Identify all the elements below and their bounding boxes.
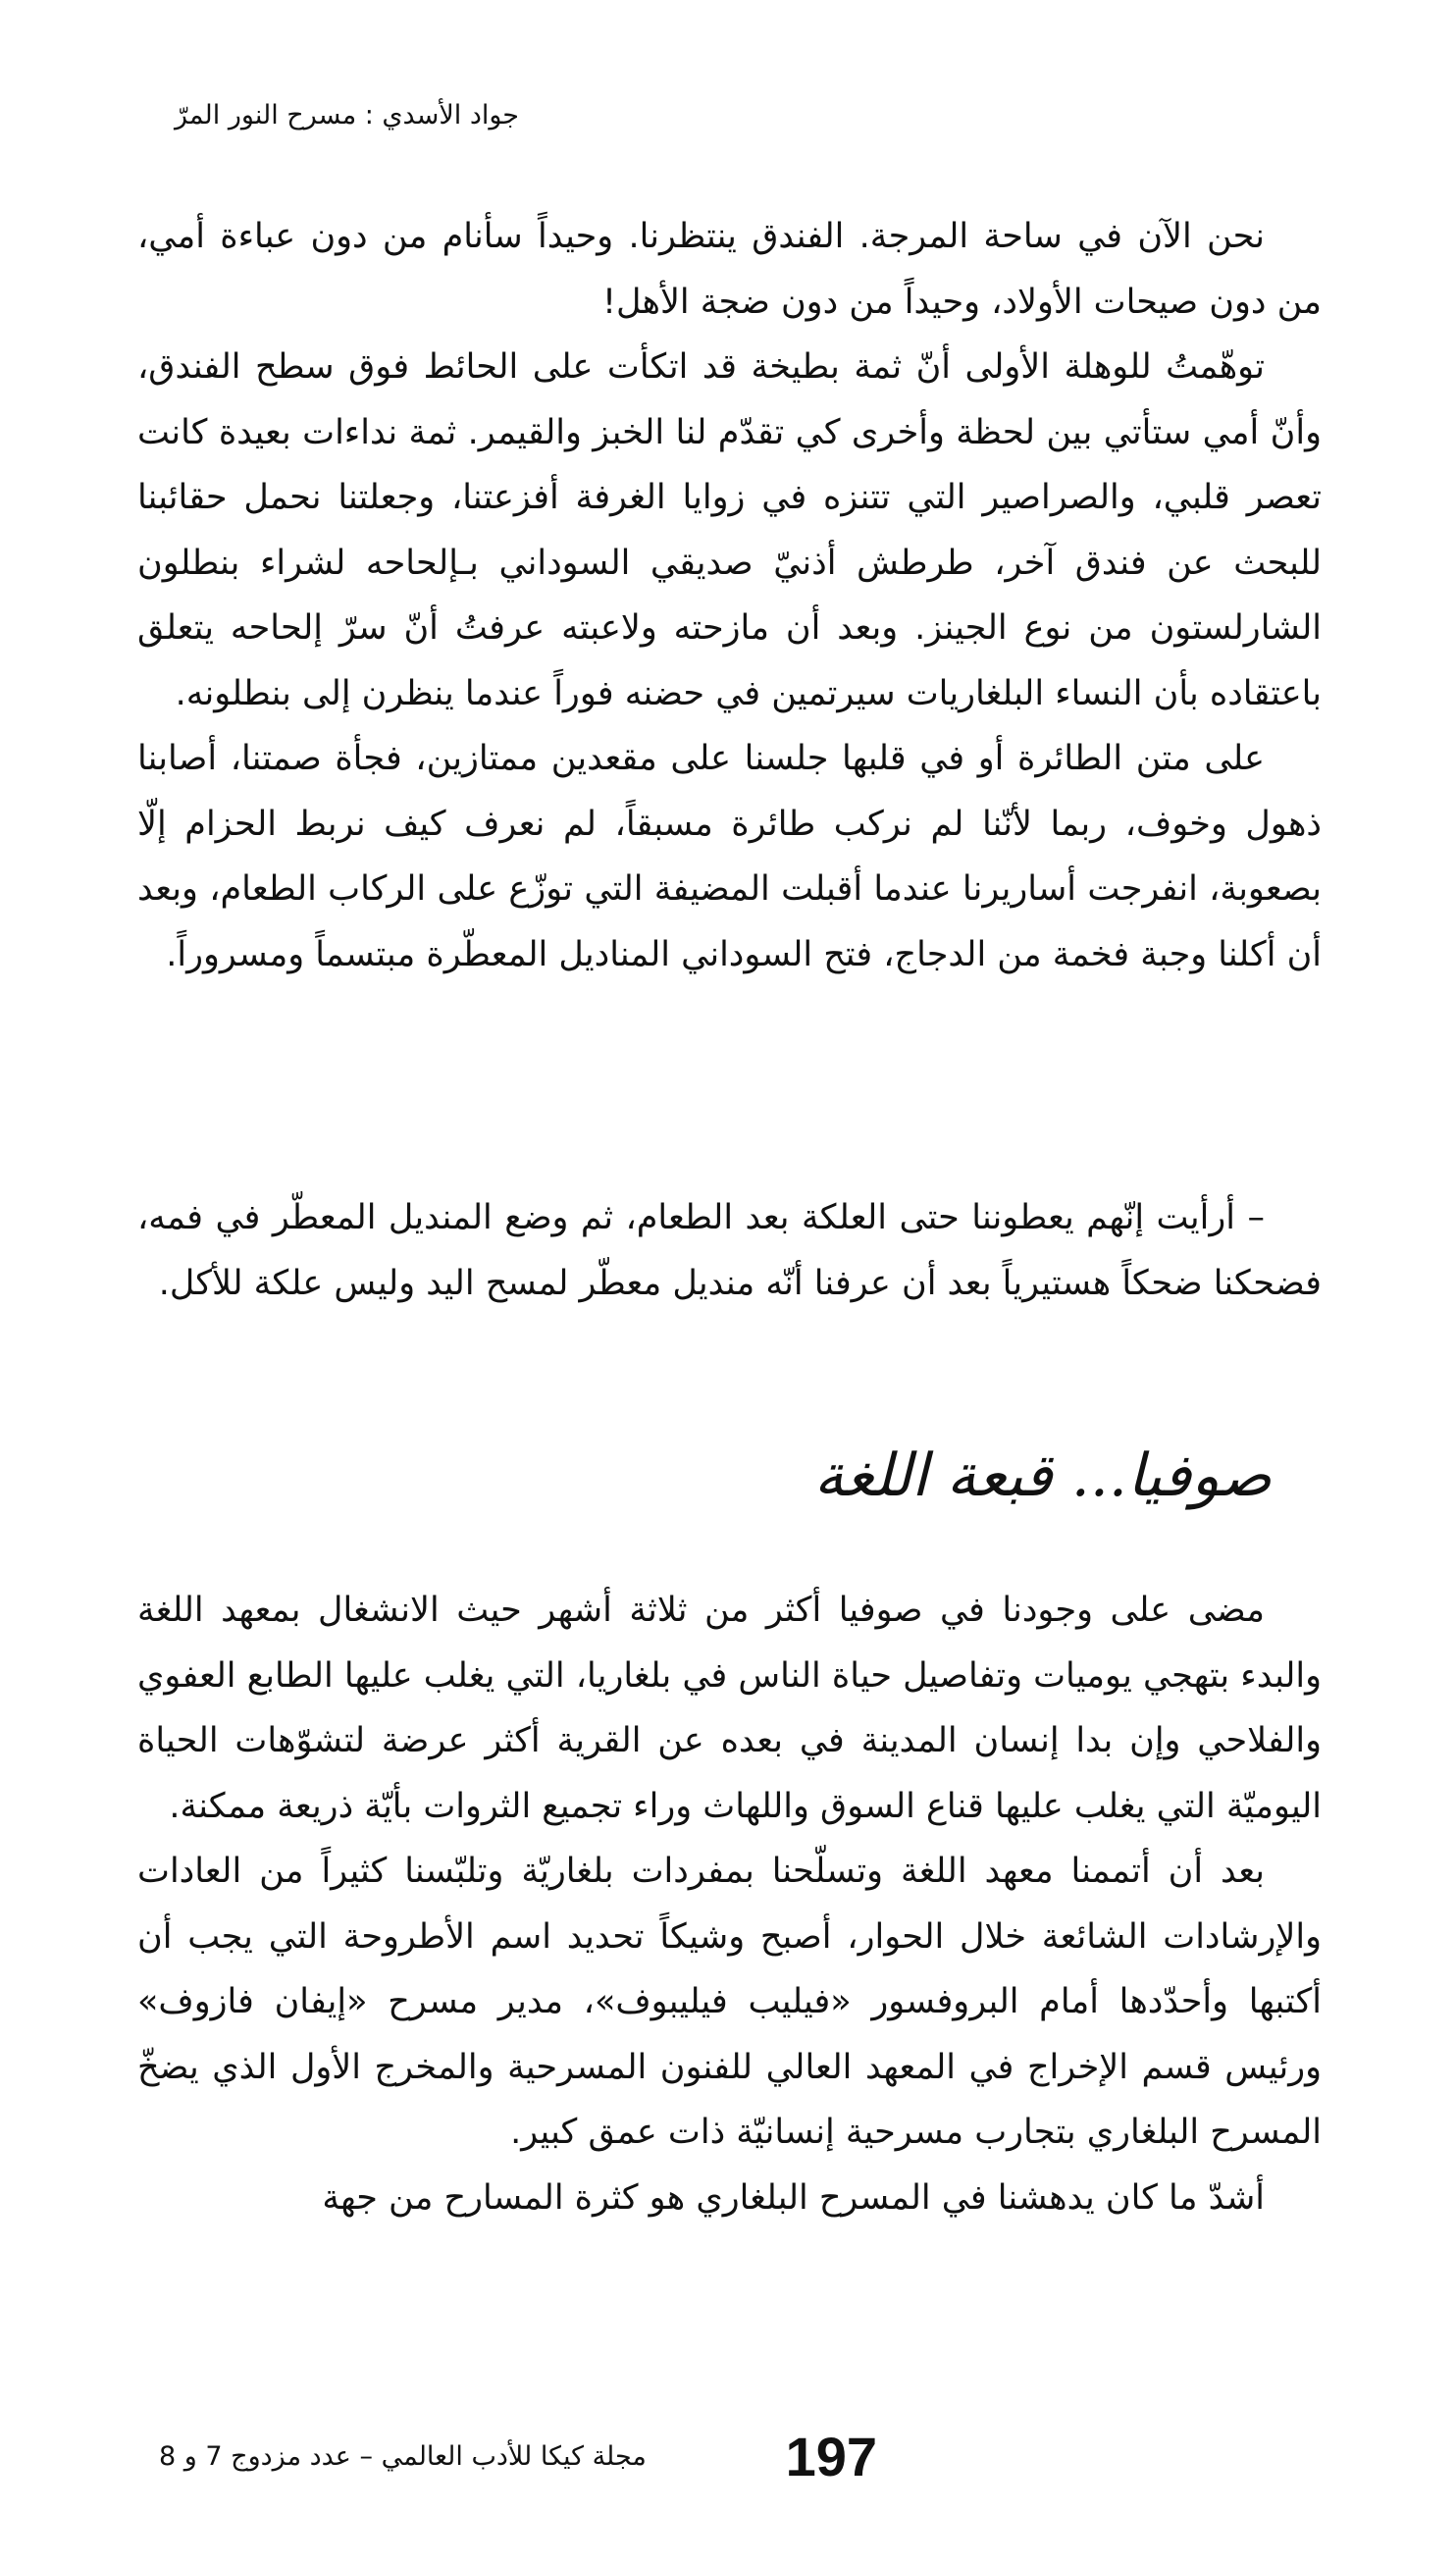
section-heading: صوفيا... قبعة اللغة <box>813 1441 1272 1510</box>
running-header: جواد الأسدي : مسرح النور المرّ <box>175 100 519 131</box>
page-footer <box>159 2428 877 2486</box>
paragraph: على متن الطائرة أو في قلبها جلسنا على مقعدين ممتازين، فجأة صمتنا، أصابنا ذهول وخوف، ربما لأنّنا لم نركب طائرة مسبقاً، لم نعرف كيف نربط الحزام إلّا بصعوبة، انفرجت أساريرنا عندما أقبلت المضيفة التي توزّع على الركاب الطعام، وبعد أن أكلنا وجبة فخمة من الدجاج، فتح السوداني المناديل المعطّرة مبتسماً ومسروراً. <box>137 739 1322 974</box>
paragraph: أشدّ ما كان يدهشنا في المسرح البلغاري هو كثرة المسارح من جهة <box>322 2177 1265 2218</box>
paragraph: بعد أن أتممنا معهد اللغة وتسلّحنا بمفردات بلغاريّة وتلبّسنا كثيراً من العادات والإرشادات الشائعة خلال الحوار، أصبح وشيكاً تحديد اسم الأطروحة التي يجب أن أكتبها وأحدّدها أمام البروفسور «فيليب فيليبوف»، مدير مسرح «إيفان فازوف» ورئيس قسم الإخراج في المعهد العالي للفنون المسرحية والمخرج الأول الذي يضخّ المسرح البلغاري بتجارب مسرحية إنسانيّة ذات عمق كبير. <box>137 1852 1322 2152</box>
paragraph: نحن الآن في ساحة المرجة. الفندق ينتظرنا. وحيداً سأنام من دون عباءة أمي، من دون صيحات الأولاد، وحيداً من دون ضجة الأهل! <box>137 217 1322 322</box>
dialogue-paragraph: – أرأيت إنّهم يعطوننا حتى العلكة بعد الطعام، ثم وضع المنديل المعطّر في فمه، فضحكنا ضحكاً هستيرياً بعد أن عرفنا أنّه منديل معطّر لمسح اليد وليس علكة للأكل. <box>137 1198 1322 1303</box>
body-section-1 <box>137 204 1322 987</box>
dialogue-block <box>137 1185 1322 1316</box>
paragraph: مضى على وجودنا في صوفيا أكثر من ثلاثة أشهر حيث الانشغال بمعهد اللغة والبدء بتهجي يوميات وتفاصيل حياة الناس في بلغاريا، التي يغلب عليها الطابع العفوي والفلاحي وإن بدا إنسان المدينة في بعده عن القرية أكثر عرضة لتشوّهات الحياة اليوميّة التي يغلب عليها قناع السوق واللهاث وراء تجميع الثروات بأيّة ذريعة ممكنة. <box>137 1591 1322 1826</box>
journal-name: مجلة كيكا للأدب العالمي – عدد مزدوج 7 و 8 <box>159 2441 647 2472</box>
body-section-2 <box>137 1578 1322 2230</box>
page-number: 197 <box>785 2426 877 2487</box>
paragraph: توهّمتُ للوهلة الأولى أنّ ثمة بطيخة قد اتكأت على الحائط فوق سطح الفندق، وأنّ أمي ستأتي بين لحظة وأخرى كي تقدّم لنا الخبز والقيمر. ثمة نداءات بعيدة كانت تعصر قلبي، والصراصير التي تتنزه في زوايا الغرفة أفزعتنا، وجعلتنا نحمل حقائبنا للبحث عن فندق آخر، طرطش أذنيّ صديقي السوداني بـإلحاحه لشراء بنطلون الشارلستون من نوع الجينز. وبعد أن مازحته ولاعبته عرفتُ أنّ سرّ إلحاحه يتعلق باعتقاده بأن النساء البلغاريات سيرتمين في حضنه فوراً عندما ينظرن إلى بنطلونه. <box>137 347 1322 713</box>
